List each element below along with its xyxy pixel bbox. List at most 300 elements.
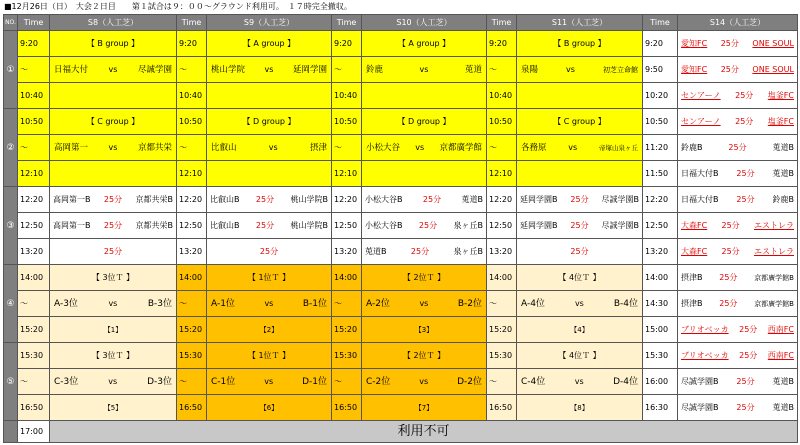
time-cell: 16:30 [643, 395, 678, 421]
unavailable-label: 利用不可 [50, 421, 798, 443]
bracket-title: 【 3位Ｔ 】 [50, 265, 177, 291]
team: 泉陽 [521, 64, 539, 75]
match-line [678, 351, 797, 361]
row-label-1: ① [4, 31, 18, 109]
match-cell [362, 291, 487, 317]
table-row [4, 135, 798, 161]
match-line [517, 299, 642, 309]
time-cell: 9:20 [487, 31, 517, 57]
team: 小松大谷 [366, 142, 401, 153]
match-line [362, 65, 486, 75]
duration: 25分 [735, 90, 754, 100]
empty-cell [362, 83, 487, 109]
match-cell [50, 291, 177, 317]
tilde: ～ [487, 369, 517, 395]
vs-label: vs [264, 64, 274, 74]
match-cell [517, 57, 643, 83]
team: 比叡山 [211, 142, 237, 153]
team: 日福大付B [681, 194, 719, 204]
duration: 25分 [736, 194, 755, 204]
group-title: 【 C group 】 [50, 109, 177, 135]
vs-label: vs [108, 298, 118, 308]
vs-label: vs [568, 142, 578, 152]
match-cell [362, 369, 487, 395]
match-line [207, 377, 331, 387]
match-number: 【5】 [50, 395, 177, 421]
time-cell: 15:20 [487, 317, 517, 343]
tilde: ～ [177, 369, 207, 395]
match-line [517, 377, 642, 387]
team: 尽誠学園B [601, 194, 639, 204]
team: 莵道B [772, 168, 794, 178]
team: 摂津B [681, 272, 703, 282]
match-cell [207, 369, 332, 395]
row-label-empty [4, 421, 18, 443]
group-title: 【 D group 】 [362, 109, 487, 135]
table-row [4, 239, 798, 265]
match-number: 【7】 [362, 395, 487, 421]
match-line [678, 403, 797, 413]
table-row [4, 83, 798, 109]
match-line [362, 299, 486, 309]
duration: 25分 [570, 220, 589, 230]
team: 京都廣学館B [754, 299, 794, 308]
team: 愛知FC [681, 38, 708, 48]
col-time-5: Time [643, 15, 678, 31]
group-title: 【 A group 】 [207, 31, 332, 57]
s9-match [207, 213, 332, 239]
team: 桃山学院B [290, 220, 328, 230]
s14-match [678, 187, 798, 213]
team: C-1位 [211, 376, 236, 387]
match-line [207, 143, 331, 153]
vs-label: vs [419, 298, 429, 308]
time-cell: 12:50 [177, 213, 207, 239]
time-cell: 12:20 [177, 187, 207, 213]
s10-match [362, 187, 487, 213]
table-row [4, 161, 798, 187]
group-title: 【 A group 】 [362, 31, 487, 57]
group-title: 【 B group 】 [517, 31, 643, 57]
bracket-title: 【 2位Ｔ 】 [362, 343, 487, 369]
col-time-2: Time [177, 15, 207, 31]
team: 鈴鹿B [772, 194, 794, 204]
time-cell: 13:20 [643, 239, 678, 265]
time-cell: 13:20 [487, 239, 517, 265]
s14-match [678, 109, 798, 135]
team: 桃山学院 [211, 64, 246, 75]
team: 尽誠学園 [137, 64, 172, 75]
time-cell: 10:50 [487, 109, 517, 135]
time-cell: 9:20 [643, 31, 678, 57]
team: B-3位 [147, 298, 172, 309]
tilde: ～ [177, 135, 207, 161]
time-cell: 15:30 [643, 343, 678, 369]
match-cell [207, 135, 332, 161]
empty-cell [517, 83, 643, 109]
duration: 25分 [103, 220, 123, 230]
s11-match [517, 213, 643, 239]
duration: 25分 [719, 298, 738, 308]
team: 各務原 [521, 142, 547, 153]
column-header-row [4, 15, 798, 31]
table-row [4, 291, 798, 317]
s14-match [678, 239, 798, 265]
bracket-title: 【 1位Ｔ 】 [207, 343, 332, 369]
match-line [50, 299, 176, 309]
team: 鈴鹿 [366, 64, 384, 75]
match-cell [517, 135, 643, 161]
col-s9: S9（人工芝） [207, 15, 332, 31]
team: エストレラ [754, 220, 794, 230]
duration: 25分 [736, 168, 755, 178]
duration: 25分 [207, 239, 332, 265]
time-cell: 12:50 [487, 213, 517, 239]
team: 延岡学園B [520, 220, 558, 230]
team: C-3位 [54, 376, 79, 387]
match-line [517, 221, 642, 231]
footer-row [4, 421, 798, 443]
match-line [678, 273, 797, 283]
team: ONE SOUL [752, 64, 794, 74]
group-title: 【 B group 】 [50, 31, 177, 57]
duration: 25分 [410, 246, 430, 256]
duration: 25分 [517, 239, 643, 265]
time-cell: 14:00 [177, 265, 207, 291]
match-line [362, 221, 486, 231]
table-row [4, 31, 798, 57]
team: 初芝立命館 [602, 65, 638, 74]
team: 小松大谷B [365, 194, 403, 204]
team: 京都共栄B [135, 220, 173, 230]
vs-label: vs [419, 64, 429, 74]
team: B-4位 [613, 298, 638, 309]
team: 高岡第一 [54, 142, 89, 153]
vs-label: vs [108, 64, 118, 74]
team: 塩釜FC [767, 116, 794, 126]
team: A-2位 [366, 298, 390, 309]
time-cell: 9:20 [177, 31, 207, 57]
match-number: 【8】 [517, 395, 643, 421]
match-line [50, 195, 176, 205]
duration: 25分 [739, 324, 758, 334]
table-row [4, 395, 798, 421]
tilde: ～ [177, 291, 207, 317]
col-s11: S11（人工芝） [517, 15, 643, 31]
row-label-5: ⑤ [4, 343, 18, 421]
vs-label: vs [566, 64, 575, 74]
team: C-4位 [521, 376, 546, 387]
table-row [4, 57, 798, 83]
time-cell: 9:50 [643, 57, 678, 83]
match-line [362, 143, 486, 153]
match-number: 【4】 [517, 317, 643, 343]
match-number: 【1】 [50, 317, 177, 343]
duration: 25分 [103, 194, 123, 204]
time-cell: 13:20 [177, 239, 207, 265]
tilde: ～ [18, 369, 50, 395]
time-cell: 13:20 [332, 239, 362, 265]
empty-cell [50, 161, 177, 187]
team: 泉ヶ丘B [453, 246, 483, 256]
s8-match [50, 213, 177, 239]
team: A-3位 [54, 298, 78, 309]
s8-match [50, 187, 177, 213]
s14-match [678, 265, 798, 291]
vs-label: vs [268, 142, 278, 152]
time-cell: 15:20 [18, 317, 50, 343]
match-line [678, 143, 797, 153]
duration: 25分 [422, 194, 442, 204]
time-cell: 14:00 [487, 265, 517, 291]
vs-label: vs [574, 376, 584, 386]
team: 小松大谷B [365, 220, 403, 230]
col-time-3: Time [332, 15, 362, 31]
team: D-4位 [613, 376, 638, 387]
team: エストレラ [754, 246, 794, 256]
time-cell: 11:20 [643, 135, 678, 161]
team: 摂津B [681, 298, 703, 308]
bracket-title: 【 4位Ｔ 】 [517, 265, 643, 291]
time-cell: 10:50 [643, 109, 678, 135]
time-cell: 15:20 [177, 317, 207, 343]
team: 桃山学院B [290, 194, 328, 204]
vs-label: vs [108, 142, 118, 152]
s10-match [362, 239, 487, 265]
vs-label: vs [264, 376, 274, 386]
table-row [4, 317, 798, 343]
s14-match [678, 83, 798, 109]
s14-match [678, 291, 798, 317]
duration: 25分 [418, 220, 438, 230]
match-line [207, 221, 331, 231]
tilde: ～ [332, 369, 362, 395]
team: 延岡学園 [292, 64, 327, 75]
time-cell: 10:40 [177, 83, 207, 109]
schedule-header: ■12月26日（日） 大会２日目 第１試合は９：００～グラウンド利用可。 １７時完全撤収。 [4, 2, 352, 11]
match-cell [207, 57, 332, 83]
match-line [517, 143, 642, 153]
time-cell: 15:30 [487, 343, 517, 369]
duration: 25分 [739, 350, 758, 360]
empty-cell [207, 83, 332, 109]
team: ONE SOUL [752, 38, 794, 48]
team: 莵道 [464, 64, 482, 75]
time-cell: 12:20 [18, 187, 50, 213]
team: 高岡第一B [53, 220, 91, 230]
vs-label: vs [108, 376, 118, 386]
team: 京都廣学館 [439, 142, 482, 153]
vs-label: vs [419, 376, 429, 386]
s9-match [207, 187, 332, 213]
team: ブリオベッカ [681, 324, 729, 334]
time-cell: 10:20 [643, 83, 678, 109]
time-cell: 12:10 [487, 161, 517, 187]
time-cell: 10:40 [332, 83, 362, 109]
s14-match [678, 213, 798, 239]
footer-time: 17:00 [18, 421, 50, 443]
time-cell: 12:50 [18, 213, 50, 239]
table-row [4, 343, 798, 369]
table-row [4, 187, 798, 213]
team: B-1位 [302, 298, 327, 309]
col-time-1: Time [18, 15, 50, 31]
duration: 25分 [570, 194, 589, 204]
time-cell: 12:50 [643, 213, 678, 239]
tilde: ～ [177, 57, 207, 83]
group-title: 【 D group 】 [207, 109, 332, 135]
duration: 25分 [721, 220, 740, 230]
team: 比叡山B [210, 194, 240, 204]
match-line [517, 195, 642, 205]
duration: 25分 [720, 38, 739, 48]
match-line [50, 221, 176, 231]
schedule-table [3, 14, 798, 443]
vs-label: vs [264, 298, 274, 308]
time-cell: 16:50 [487, 395, 517, 421]
match-line [362, 247, 486, 257]
empty-cell [517, 161, 643, 187]
match-cell [50, 57, 177, 83]
empty-cell [362, 161, 487, 187]
match-line [50, 65, 176, 75]
team: 大森FC [681, 246, 708, 256]
match-number: 【6】 [207, 395, 332, 421]
s11-match [517, 187, 643, 213]
vs-label: vs [415, 142, 425, 152]
s14-match [678, 369, 798, 395]
s14-match [678, 317, 798, 343]
vs-label: vs [574, 298, 584, 308]
time-cell: 10:50 [177, 109, 207, 135]
time-cell: 10:50 [332, 109, 362, 135]
match-line [678, 377, 797, 387]
match-line [362, 377, 486, 387]
team: 延岡学園B [520, 194, 558, 204]
tilde: ～ [332, 57, 362, 83]
time-cell: 10:40 [487, 83, 517, 109]
tilde: ～ [487, 135, 517, 161]
match-line [678, 169, 797, 179]
match-line [50, 377, 176, 387]
time-cell: 15:30 [332, 343, 362, 369]
duration: 25分 [736, 402, 755, 412]
time-cell: 12:20 [487, 187, 517, 213]
match-line [362, 195, 486, 205]
match-cell [517, 369, 643, 395]
s14-match [678, 343, 798, 369]
match-line [207, 195, 331, 205]
time-cell: 15:20 [332, 317, 362, 343]
time-cell: 15:30 [18, 343, 50, 369]
team: 摂津 [309, 142, 327, 153]
team: 莵道B [772, 142, 794, 152]
team: 京都共栄 [137, 142, 172, 153]
match-line [207, 299, 331, 309]
col-s10: S10（人工芝） [362, 15, 487, 31]
match-number: 【3】 [362, 317, 487, 343]
time-cell: 12:20 [332, 187, 362, 213]
group-title: 【 C group 】 [517, 109, 643, 135]
team: 莵道B [772, 376, 794, 386]
match-cell [50, 369, 177, 395]
team: A-4位 [521, 298, 545, 309]
match-line [678, 325, 797, 335]
bracket-title: 【 2位Ｔ 】 [362, 265, 487, 291]
time-cell: 16:50 [332, 395, 362, 421]
match-number: 【2】 [207, 317, 332, 343]
team: 日福大付B [681, 168, 719, 178]
team: 京都共栄B [135, 194, 173, 204]
match-cell [517, 291, 643, 317]
team: C-2位 [366, 376, 391, 387]
team: 莵道B [772, 402, 794, 412]
time-cell: 12:20 [643, 187, 678, 213]
time-cell: 16:50 [177, 395, 207, 421]
match-line [678, 299, 797, 309]
time-cell: 13:20 [18, 239, 50, 265]
match-line [678, 247, 797, 257]
table-row [4, 109, 798, 135]
duration: 25分 [721, 246, 740, 256]
s14-match [678, 57, 798, 83]
time-cell: 14:00 [18, 265, 50, 291]
row-label-2: ② [4, 109, 18, 187]
match-line [517, 65, 642, 75]
time-cell: 10:40 [18, 83, 50, 109]
team: D-3位 [147, 376, 172, 387]
duration: 25分 [255, 194, 275, 204]
match-cell [50, 135, 177, 161]
time-cell: 9:20 [332, 31, 362, 57]
time-cell: 16:50 [18, 395, 50, 421]
tilde: ～ [18, 57, 50, 83]
team: 京都廣学館B [754, 273, 794, 282]
match-line [678, 65, 797, 75]
match-line [207, 65, 331, 75]
bracket-title: 【 4位Ｔ 】 [517, 343, 643, 369]
match-line [678, 117, 797, 127]
team: 比叡山B [210, 220, 240, 230]
empty-cell [50, 83, 177, 109]
tilde: ～ [487, 57, 517, 83]
time-cell: 15:00 [643, 317, 678, 343]
team: A-1位 [211, 298, 235, 309]
time-cell: 14:00 [332, 265, 362, 291]
duration: 25分 [50, 239, 177, 265]
tilde: ～ [332, 135, 362, 161]
team: 尽誠学園B [681, 402, 719, 412]
col-no: NO. [4, 15, 18, 31]
time-cell: 16:00 [643, 369, 678, 395]
team: センアーノ [681, 116, 721, 126]
team: D-1位 [302, 376, 327, 387]
team: 莵道B [461, 194, 483, 204]
team: D-2位 [457, 376, 482, 387]
team: 愛知FC [681, 64, 708, 74]
match-line [678, 91, 797, 101]
duration: 25分 [720, 64, 739, 74]
team: 鈴鹿B [681, 142, 703, 152]
time-cell: 15:30 [177, 343, 207, 369]
team: 尽誠学園B [601, 220, 639, 230]
tilde: ～ [18, 135, 50, 161]
time-cell: 12:50 [332, 213, 362, 239]
team: 莵道B [365, 246, 387, 256]
team: 泉ヶ丘B [453, 220, 483, 230]
empty-cell [207, 161, 332, 187]
team: 高岡第一B [53, 194, 91, 204]
